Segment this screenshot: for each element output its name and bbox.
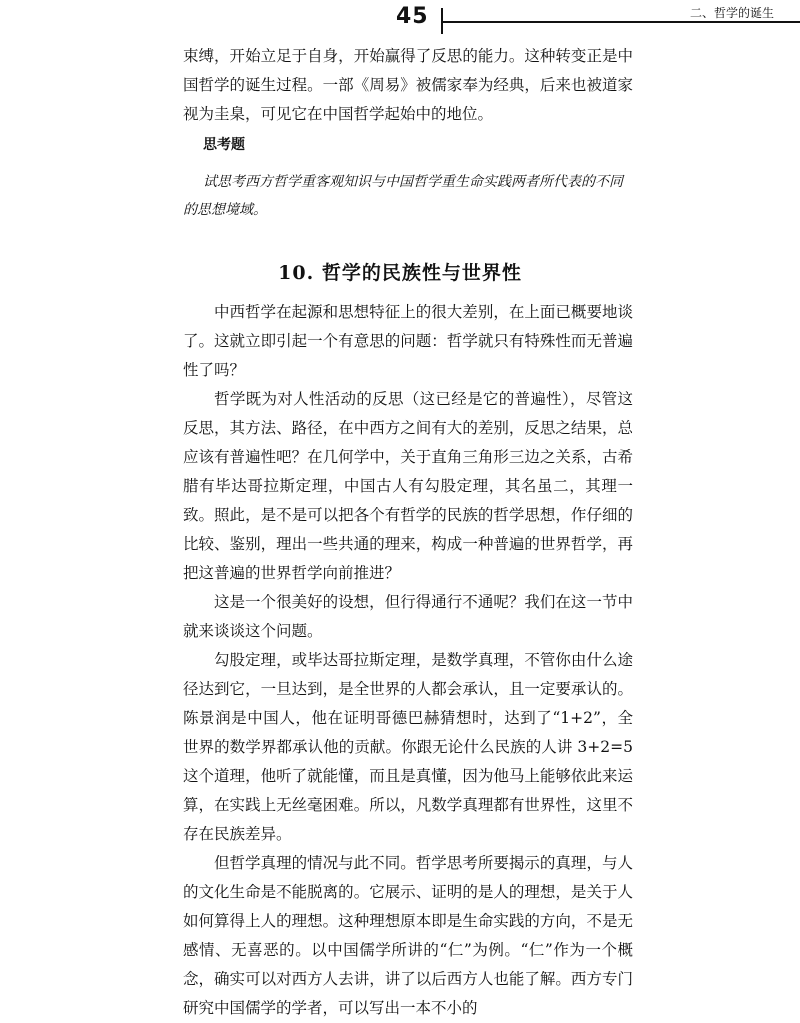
body-paragraph: 勾股定理，或毕达哥拉斯定理，是数学真理，不管你由什么途径达到它，一旦达到，是全世界的人都会承认，且一定要承认的。陈景润是中国人，他在证明哥德巴赫猜想时，达到了“1+2”，全世界的数学界都承认他的贡献。你跟无论什么民族的人讲 3+2=5 这个道理，他听了就能懂，而且是真懂，因为他马上能够依此来运算，在实践上无丝毫困难。所以，凡数学真理都有世界性，这里不存在民族差异。: [183, 651, 633, 843]
header-horizontal-rule: [441, 21, 800, 23]
body-paragraph: 这是一个很美好的设想，但行得通行不通呢？我们在这一节中就来谈谈这个问题。: [183, 593, 633, 640]
exercise-text: 试思考西方哲学重客观知识与中国哲学重生命实践两者所代表的不同的思想境域。: [183, 174, 623, 218]
exercise-heading: 思考题: [203, 137, 245, 153]
body-paragraph: 哲学既为对人性活动的反思（这已经是它的普遍性），尽管这反思，其方法、路径，在中西方之间有大的差别，反思之结果，总应该有普遍性吧？在几何学中，关于直角三角形三边之关系，古希腊有毕达哥拉斯定理，中国古人有勾股定理，其名虽二，其理一致。照此，是不是可以把各个有哲学的民族的哲学思想，作仔细的比较、鉴别，理出一些共通的理来，构成一种普遍的世界哲学，再把这普遍的世界哲学向前推进？: [183, 390, 633, 582]
page-number: 45: [396, 4, 429, 29]
continuation-paragraph: 束缚，开始立足于自身，开始赢得了反思的能力。这种转变正是中国哲学的诞生过程。一部《周易》被儒家奉为经典，后来也被道家视为圭臬，可见它在中国哲学起始中的地位。: [183, 47, 633, 123]
running-title: 二、哲学的诞生: [686, 4, 778, 21]
body-paragraph: 中西哲学在起源和思想特征上的很大差别，在上面已概要地谈了。这就立即引起一个有意思的问题：哲学就只有特殊性而无普遍性了吗？: [183, 303, 633, 379]
running-header: [380, 4, 800, 34]
section-body: [183, 298, 633, 1023]
section-title: 10. 哲学的民族性与世界性: [278, 262, 522, 284]
body-paragraph: 但哲学真理的情况与此不同。哲学思考所要揭示的真理，与人的文化生命是不能脱离的。它展示、证明的是人的理想，是关于人如何算得上人的理想。这种理想原本即是生命实践的方向，不是无感情、无喜恶的。以中国儒学所讲的“仁”为例。“仁”作为一个概念，确实可以对西方人去讲，讲了以后西方人也能了解。西方专门研究中国儒学的学者，可以写出一本不小的: [183, 854, 633, 1017]
